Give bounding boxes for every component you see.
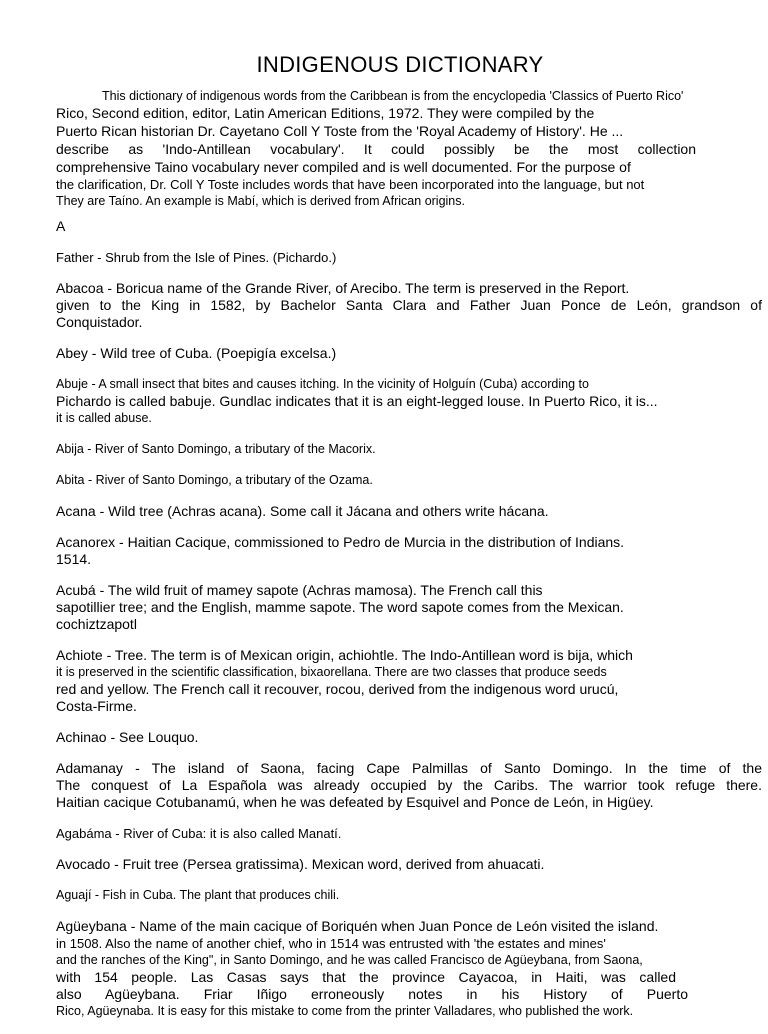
intro-line: They are Taíno. An example is Mabí, which is derived from African origins. — [56, 194, 465, 208]
entry-line: Abey - Wild tree of Cuba. (Poepigía excelsa.) — [56, 345, 337, 361]
entry-line: The conquest of La Española was already occupied by the Caribs. The warrior took refuge there. — [56, 777, 762, 793]
entries-list — [56, 217, 762, 1034]
entry-line: it is preserved in the scientific classification, bixaorellana. There are two classes that produce seeds — [56, 665, 607, 679]
intro-line: describe as 'Indo-Antillean vocabulary'. It could possibly be the most collection — [56, 141, 696, 157]
entry-line: it is called abuse. — [56, 411, 152, 425]
entry-acana — [56, 503, 762, 520]
entry-avocado — [56, 856, 762, 873]
intro-paragraph — [56, 88, 756, 209]
entry-line: Adamanay - The island of Saona, facing Cape Palmillas of Santo Domingo. In the time of the — [56, 760, 762, 776]
entry-father — [56, 249, 762, 266]
entry-agueybana — [56, 918, 762, 1020]
intro-line: Rico, Second edition, editor, Latin American Editions, 1972. They were compiled by the — [56, 105, 595, 121]
entry-line: Agabáma - River of Cuba: it is also called Manatí. — [56, 826, 342, 841]
entry-line: Abita - River of Santo Domingo, a tributary of the Ozama. — [56, 473, 373, 487]
entry-line: Father - Shrub from the Isle of Pines. (Pichardo.) — [56, 250, 337, 265]
entry-aguaji — [56, 887, 762, 904]
entry-line: Agüeybana - Name of the main cacique of Boriquén when Juan Ponce de León visited the island. — [56, 918, 659, 934]
entry-line: in 1508. Also the name of another chief, who in 1514 was entrusted with 'the estates and mines' — [56, 936, 606, 951]
entry-line: and the ranches of the King", in Santo Domingo, and he was called Francisco de Agüeybana, from Saona, — [56, 953, 643, 967]
entry-line: with 154 people. Las Casas says that the province Cayacoa, in Haiti, was called — [56, 969, 676, 985]
entry-line: Acanorex - Haitian Cacique, commissioned to Pedro de Murcia in the distribution of Indians. — [56, 534, 625, 550]
page-title: INDIGENOUS DICTIONARY — [256, 52, 544, 77]
entry-achinao — [56, 729, 762, 746]
entry-line: Acubá - The wild fruit of mamey sapote (Achras mamosa). The French call this — [56, 582, 543, 598]
entry-abita — [56, 472, 762, 489]
entry-line: Abacoa - Boricua name of the Grande River, of Arecibo. The term is preserved in the Report. — [56, 280, 630, 296]
intro-line: This dictionary of indigenous words from the Caribbean is from the encyclopedia 'Classics of Puerto Rico' — [102, 89, 684, 103]
entry-line: also Agüeybana. Friar Iñigo erroneously notes in his History of Puerto — [56, 986, 688, 1002]
entry-agabama — [56, 825, 762, 842]
entry-line: Abija - River of Santo Domingo, a tributary of the Macorix. — [56, 442, 376, 456]
entry-line: Conquistador. — [56, 314, 143, 330]
entry-line: Achiote - Tree. The term is of Mexican origin, achiohtle. The Indo-Antillean word is bija, which — [56, 647, 633, 663]
section-letter: A — [56, 218, 66, 234]
entry-achiote — [56, 647, 762, 715]
entry-abuje — [56, 376, 762, 427]
intro-line: Puerto Rican historian Dr. Cayetano Coll Y Toste from the 'Royal Academy of History'. He ... — [56, 123, 624, 139]
entry-abacoa — [56, 280, 762, 331]
entry-line: Acana - Wild tree (Achras acana). Some call it Jácana and others write hácana. — [56, 503, 549, 519]
entry-line: given to the King in 1582, by Bachelor Santa Clara and Father Juan Ponce de León, grandson of — [56, 297, 762, 313]
entry-line: Haitian cacique Cotubanamú, when he was defeated by Esquivel and Ponce de León, in Higüey. — [56, 794, 654, 810]
entry-line: 1514. — [56, 551, 92, 567]
entry-line: Abuje - A small insect that bites and causes itching. In the vicinity of Holguín (Cuba) according to — [56, 377, 589, 391]
entry-line: Avocado - Fruit tree (Persea gratissima). Mexican word, derived from ahuacati. — [56, 856, 545, 872]
entry-line: red and yellow. The French call it recouver, rocou, derived from the indigenous word urucú, — [56, 681, 619, 697]
entry-abija — [56, 441, 762, 458]
entry-line: Costa-Firme. — [56, 698, 137, 714]
entry-line: Achinao - See Louquo. — [56, 729, 199, 745]
intro-line: the clarification, Dr. Coll Y Toste includes words that have been incorporated into the language, but not — [56, 177, 645, 192]
entry-line: sapotillier tree; and the English, mamme sapote. The word sapote comes from the Mexican. — [56, 599, 624, 615]
entry-line: Rico, Agüeynaba. It is easy for this mistake to come from the printer Valladares, who published the work. — [56, 1004, 634, 1018]
entry-abey — [56, 345, 762, 362]
intro-line: comprehensive Taino vocabulary never compiled and is well documented. For the purpose of — [56, 159, 631, 175]
entry-acuba — [56, 582, 762, 633]
entry-adamanay — [56, 760, 762, 811]
entry-line: Pichardo is called babuje. Gundlac indicates that it is an eight-legged louse. In Puerto Rico, it is... — [56, 393, 658, 409]
entry-line: cochiztzapotl — [56, 616, 137, 632]
entry-acanorex — [56, 534, 762, 568]
entry-line: Aguají - Fish in Cuba. The plant that produces chili. — [56, 888, 340, 902]
